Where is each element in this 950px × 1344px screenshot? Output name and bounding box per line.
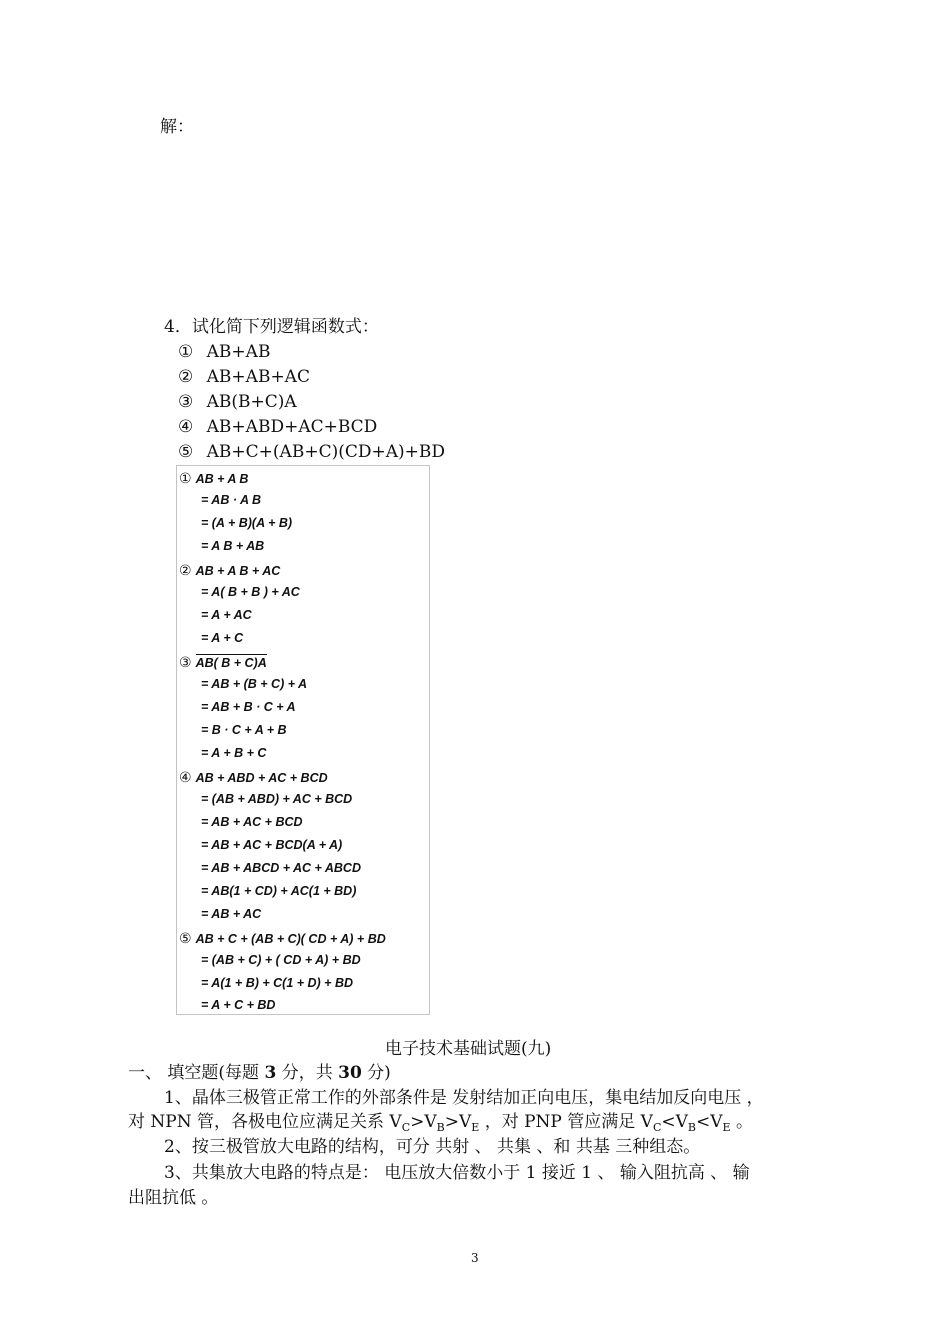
q4-item-3: [178, 391, 297, 413]
q4-item-number: ①: [178, 342, 194, 362]
solution-line: = AB + AC: [201, 907, 262, 921]
solution-number: ②: [179, 562, 192, 578]
q4-item-2: [178, 366, 310, 388]
fill-question-2: 2、按三极管放大电路的结构，可分 共射 、 共集 、和 共基 三种组态。: [164, 1137, 701, 1157]
q4-item-expr: AB+ABD+AC+BCD: [206, 417, 378, 437]
solution-line: = A + AC: [201, 608, 252, 622]
solution-line: ② AB + A B + AC: [179, 562, 281, 578]
solution-number: ④: [179, 769, 192, 785]
solution-line: ④ AB + ABD + AC + BCD: [179, 769, 328, 785]
fill-question-1-line-1: 1、晶体三极管正常工作的外部条件是 发射结加正向电压，集电结加反向电压 ，: [164, 1088, 764, 1108]
fill-question-3-line-1: 3、共集放大电路的特点是： 电压放大倍数小于 1 接近 1 、 输入阻抗高 、 输: [164, 1163, 750, 1183]
q4-item-number: ④: [178, 417, 194, 437]
q4-item-5: [178, 441, 445, 463]
solution-line: = AB + ABCD + AC + ABCD: [201, 861, 361, 875]
q4-item-expr: AB+C+(AB+C)(CD+A)+BD: [206, 442, 445, 462]
q4-item-1: [178, 341, 270, 363]
solution-image: [176, 465, 430, 1015]
section-header: 一、 填空题(每题 3 分，共 30 分): [128, 1063, 391, 1083]
solution-line: = A(1 + B) + C(1 + D) + BD: [201, 976, 354, 990]
solution-line: = A + C: [201, 631, 244, 645]
solution-line: = A + C + BD: [201, 998, 276, 1012]
fill-question-1-line-2: 对 NPN 管，各极电位应满足关系 $V_C>V_B>V_E$ ，对 PNP 管应满足 $V_C<V_B<V_E$ 。: [128, 1112, 753, 1134]
answer-label: 解：: [160, 117, 194, 137]
solution-number: ③: [179, 654, 192, 670]
solution-line: = AB · A B: [201, 493, 262, 507]
q4-item-4: [178, 416, 377, 438]
q4-item-number: ⑤: [178, 442, 194, 462]
solution-line: = AB + (B + C) + A: [201, 677, 308, 691]
question-4-prompt: 4．试化简下列逻辑函数式：: [164, 317, 379, 337]
solution-line: = AB + AC + BCD: [201, 815, 303, 829]
solution-line: = A B + AB: [201, 539, 265, 553]
q4-item-expr: AB+AB+AC: [206, 367, 310, 387]
q4-item-expr: AB(B+C)A: [206, 392, 297, 412]
page-number: 3: [471, 1251, 479, 1265]
solution-line: = AB(1 + CD) + AC(1 + BD): [201, 884, 357, 898]
solution-line: ③ AB( B + C)A: [179, 654, 267, 670]
solution-line: = AB + B · C + A: [201, 700, 296, 714]
solution-line: = (AB + ABD) + AC + BCD: [201, 792, 353, 806]
solution-line: ⑤ AB + C + (AB + C)( CD + A) + BD: [179, 930, 386, 946]
solution-line: = B · C + A + B: [201, 723, 287, 737]
q4-item-number: ②: [178, 367, 194, 387]
q4-item-expr: AB+AB: [206, 342, 271, 362]
solution-line: ① AB + A B: [179, 470, 249, 486]
solution-line: = A + B + C: [201, 746, 267, 760]
solution-line: = (A + B)(A + B): [201, 516, 293, 530]
solution-number: ⑤: [179, 930, 192, 946]
solution-line: = A( B + B ) + AC: [201, 585, 300, 599]
q4-item-number: ③: [178, 392, 194, 412]
solution-line: = AB + AC + BCD(A + A): [201, 838, 343, 852]
solution-line: = (AB + C) + ( CD + A) + BD: [201, 953, 361, 967]
solution-number: ①: [179, 470, 192, 486]
exam-title: 电子技术基础试题(九): [385, 1039, 552, 1059]
fill-question-3-line-2: 出阻抗低 。: [128, 1188, 219, 1208]
